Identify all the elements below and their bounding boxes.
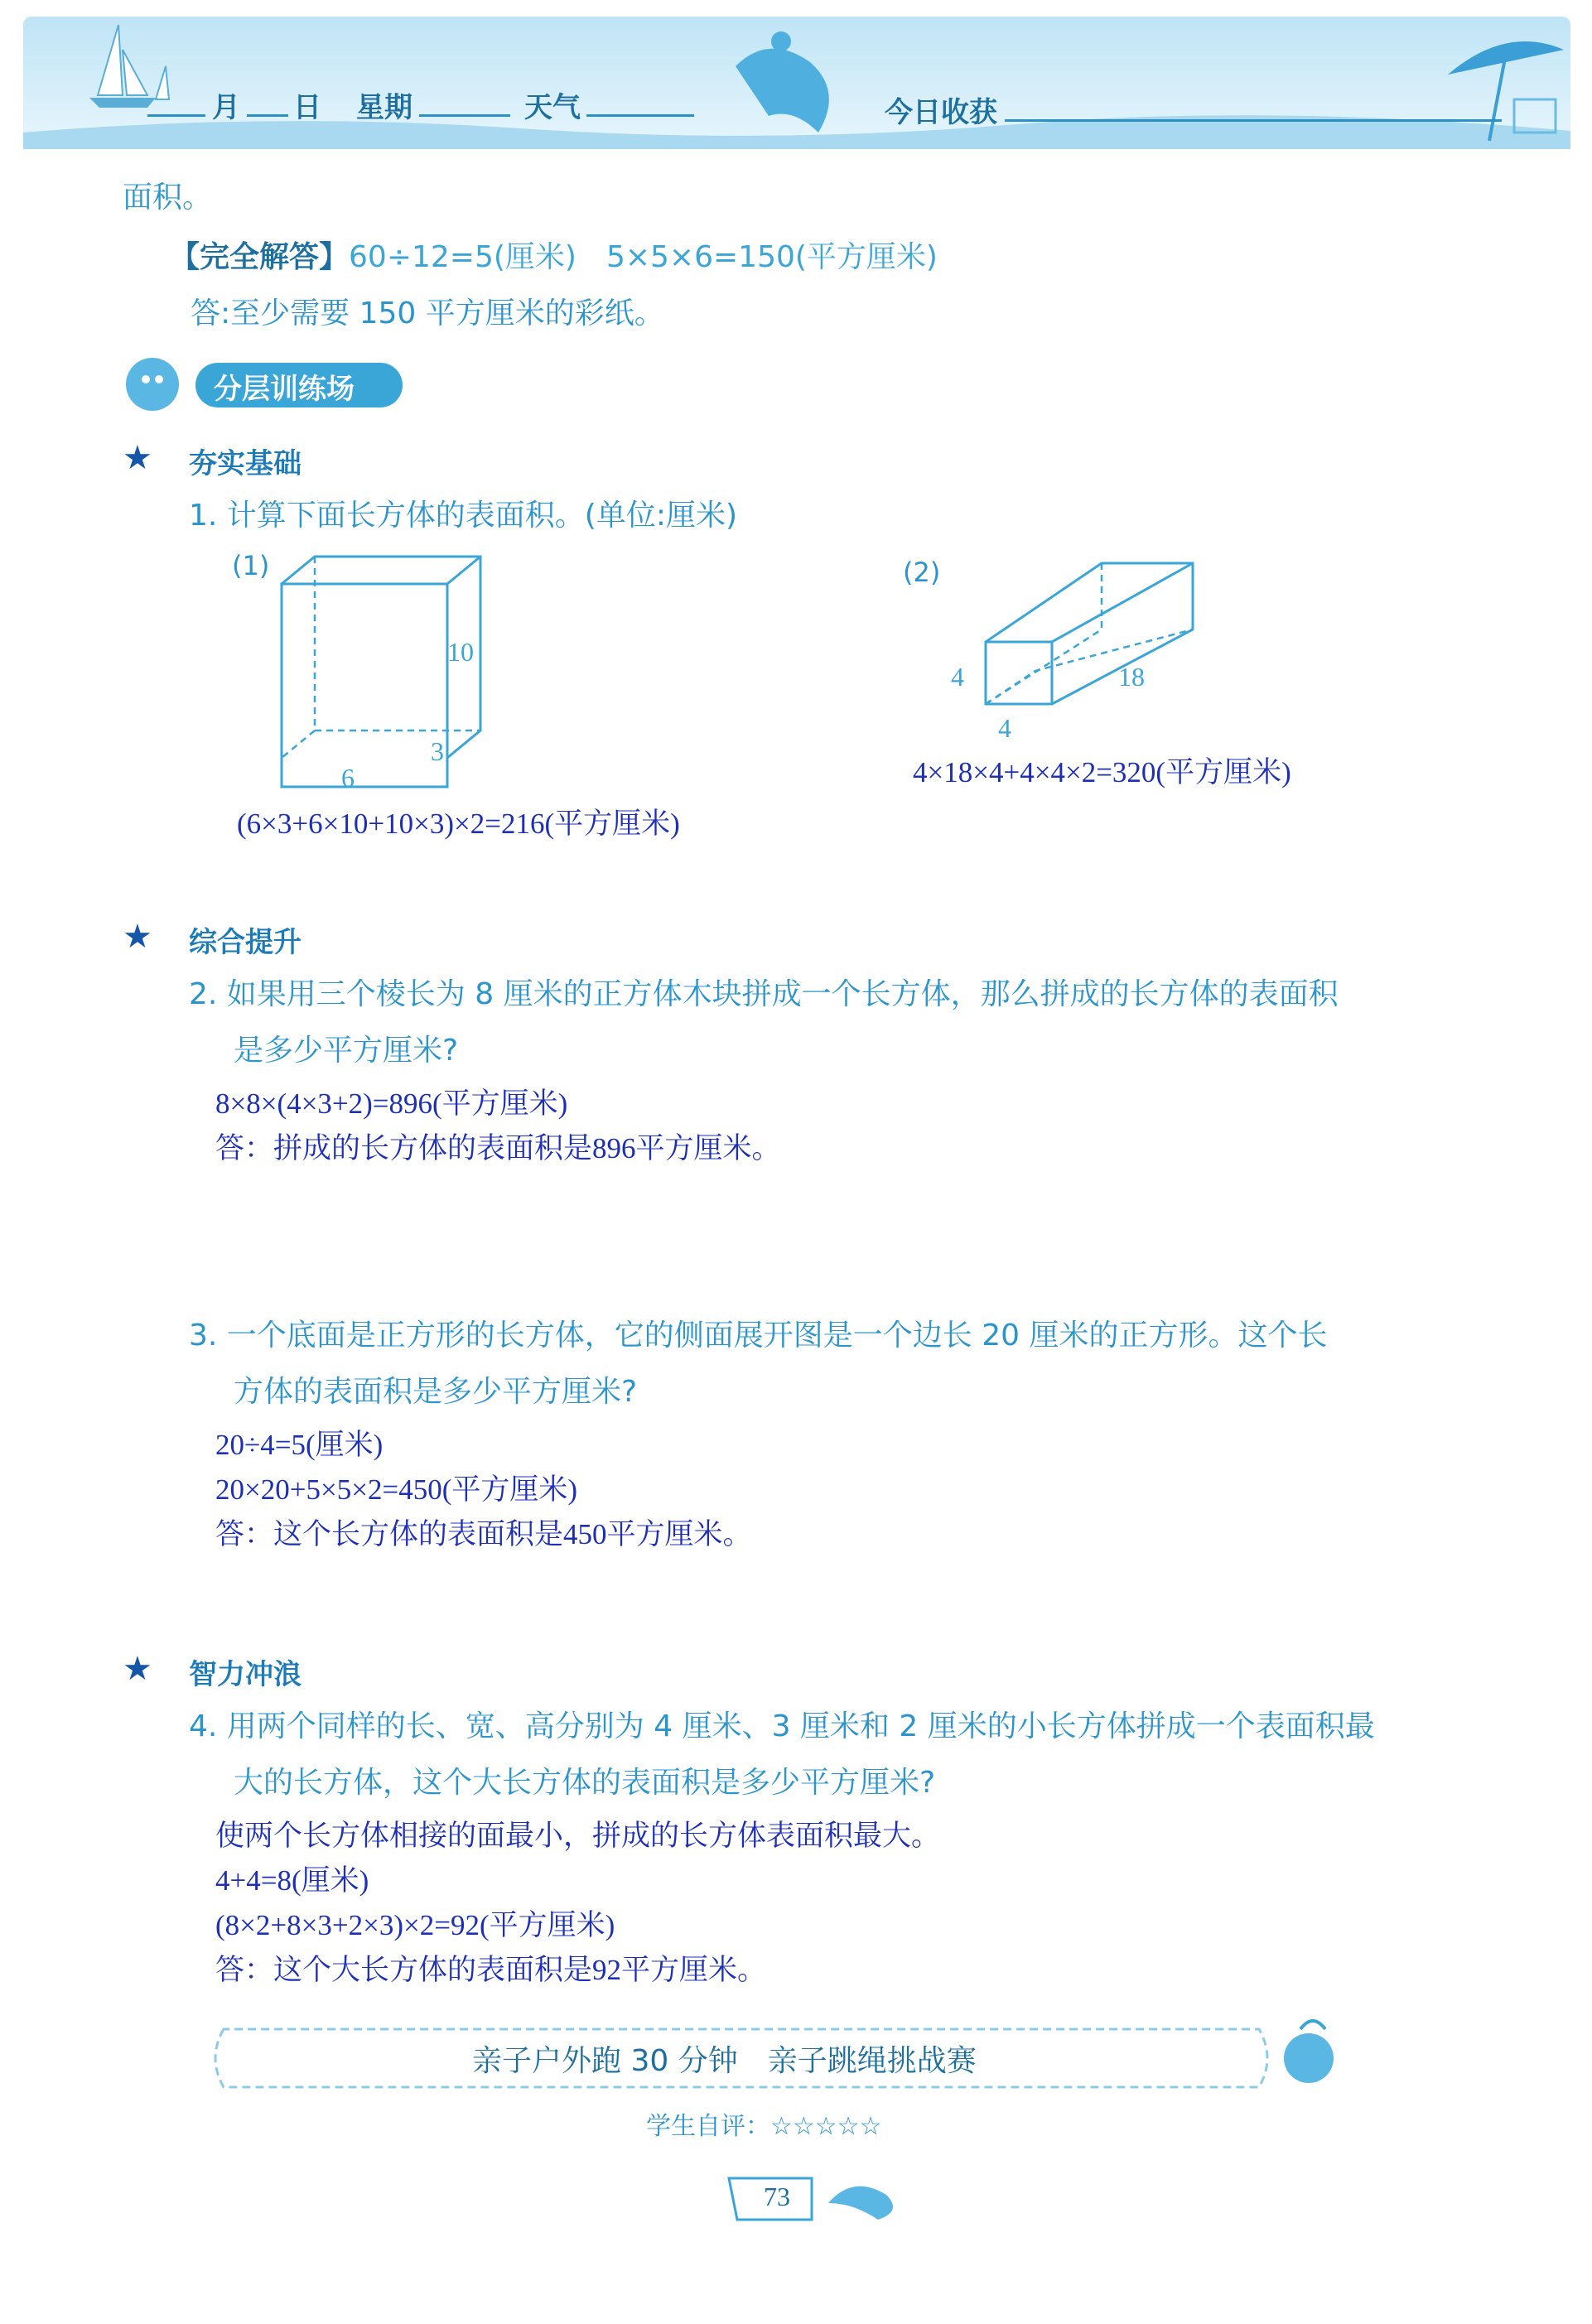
day-label: 日 <box>293 91 321 124</box>
month-line <box>147 114 205 117</box>
question-3-answer-1: 20÷4=5(厘米) <box>215 1429 384 1461</box>
section-title-basic: 夯实基础 <box>189 447 302 480</box>
page-number-badge <box>721 2170 911 2228</box>
question-1: 1. 计算下面长方体的表面积。(单位:厘米) <box>189 499 738 533</box>
question-4-line-2: 大的长方体，这个大长方体的表面积是多少平方厘米? <box>234 1766 936 1800</box>
header-decoration <box>23 17 1570 157</box>
day-line <box>247 114 288 117</box>
weekday-label: 星期 <box>356 91 412 124</box>
weather-line <box>586 114 694 117</box>
star-icon: ★ <box>123 918 152 956</box>
solution-calc: 60÷12=5(厘米) 5×5×6=150(平方厘米) <box>349 240 938 274</box>
harvest-label: 今日收获 <box>885 96 997 129</box>
training-banner <box>123 354 404 414</box>
activity-text: 亲子户外跑 30 分钟 亲子跳绳挑战赛 <box>472 2044 977 2078</box>
figure-2-length: 18 <box>1118 662 1145 692</box>
page-number: 73 <box>764 2182 790 2211</box>
question-3-answer-3: 答：这个长方体的表面积是450平方厘米。 <box>215 1518 752 1550</box>
section-title-improve: 综合提升 <box>189 926 302 959</box>
cuboid-figure-2 <box>903 547 1218 745</box>
question-4-answer-3: (8×2+8×3+2×3)×2=92(平方厘米) <box>215 1909 615 1941</box>
cuboid-figure-1 <box>224 547 522 795</box>
figure-2-label: (2) <box>903 557 941 588</box>
question-2-line-1: 2. 如果用三个棱长为 8 厘米的正方体木块拼成一个长方体，那么拼成的长方体的表面积 <box>189 977 1339 1011</box>
page-number-frame <box>721 2170 911 2228</box>
question-4-line-1: 4. 用两个同样的长、宽、高分别为 4 厘米、3 厘米和 2 厘米的小长方体拼成一个表面积最 <box>189 1709 1375 1743</box>
cuboid-2-diagram <box>903 547 1218 745</box>
weather-label: 天气 <box>524 91 581 124</box>
figure-1-label: (1) <box>232 550 270 581</box>
figure-1-depth: 3 <box>431 736 444 766</box>
question-1-answer-2: 4×18×4+4×4×2=320(平方厘米) <box>913 756 1291 788</box>
question-2-answer-2: 答：拼成的长方体的表面积是896平方厘米。 <box>215 1132 781 1164</box>
question-3-line-1: 3. 一个底面是正方形的长方体，它的侧面展开图是一个边长 20 厘米的正方形。这个长 <box>189 1319 1328 1352</box>
question-4-answer-1: 使两个长方体相接的面最小，拼成的长方体表面积最大。 <box>215 1820 941 1852</box>
question-4-answer-2: 4+4=8(厘米) <box>215 1864 369 1897</box>
weekday-line <box>419 114 510 117</box>
figure-2-height: 4 <box>951 662 964 692</box>
page-header <box>23 17 1570 157</box>
harvest-line <box>1005 119 1502 122</box>
prev-text-line: 面积。 <box>123 181 213 215</box>
solution-tag: 【完全解答】 <box>170 240 350 274</box>
month-label: 月 <box>212 91 240 124</box>
question-2-answer-1: 8×8×(4×3+2)=896(平方厘米) <box>215 1087 568 1120</box>
section-title-challenge: 智力冲浪 <box>189 1658 302 1691</box>
question-4-answer-4: 答：这个大长方体的表面积是92平方厘米。 <box>215 1954 767 1986</box>
star-icon: ★ <box>123 439 152 477</box>
activity-banner <box>199 2013 1358 2104</box>
figure-1-height: 10 <box>447 637 474 667</box>
prev-answer: 答:至少需要 150 平方厘米的彩纸。 <box>191 297 664 330</box>
banner-label: 分层训练场 <box>214 373 355 406</box>
prev-solution <box>170 230 938 285</box>
question-2-line-2: 是多少平方厘米? <box>234 1034 459 1068</box>
star-icon: ★ <box>123 1650 152 1688</box>
question-3-answer-2: 20×20+5×5×2=450(平方厘米) <box>215 1473 578 1506</box>
question-1-answer-1: (6×3+6×10+10×3)×2=216(平方厘米) <box>237 808 680 840</box>
question-3-line-2: 方体的表面积是多少平方厘米? <box>234 1375 638 1409</box>
figure-1-width: 6 <box>341 763 355 793</box>
figure-2-width: 4 <box>998 713 1011 743</box>
self-evaluation: 学生自评：☆☆☆☆☆ <box>646 2112 882 2141</box>
